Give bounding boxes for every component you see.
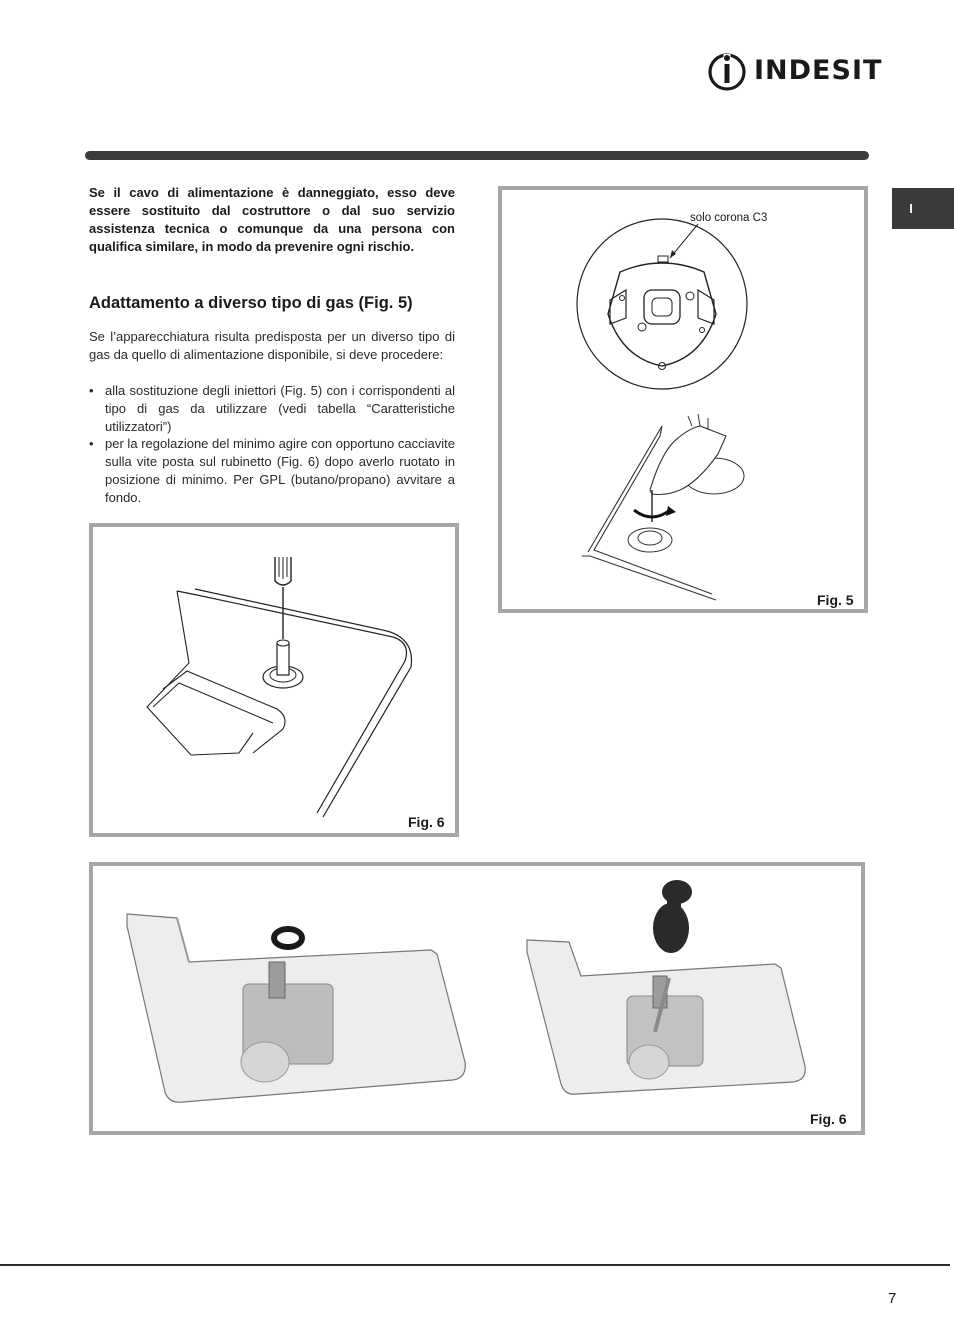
- tap-screw-illustration: [93, 527, 455, 833]
- figure-label: Fig. 5: [817, 592, 854, 608]
- tap-detail-illustration: [93, 866, 861, 1131]
- figure-label: Fig. 6: [810, 1111, 847, 1127]
- figure-label: Fig. 6: [408, 814, 445, 830]
- warning-paragraph: Se il cavo di alimentazione è danneggiato, esso deve essere sostituito dal costruttore o dal suo servizio assistenza tecnica o comunque da una persona con qualifica similare, in modo da prevenire ogni rischio.: [89, 185, 455, 254]
- brand-logo: [706, 50, 883, 94]
- figure-6-small: [89, 523, 459, 837]
- burner-illustration: [502, 190, 864, 609]
- list-item-text: per la regolazione del minimo agire con opportuno cacciavite sulla vite posta sul rubinetto (Fig. 6) dopo averlo ruotato in posizione di minimo. Per GPL (butano/propano) avvitare a fondo.: [105, 436, 455, 505]
- list-item: • per la regolazione del minimo agire con opportuno cacciavite sulla vite posta sul rubinetto (Fig. 6) dopo averlo ruotato in posizione di minimo. Per GPL (butano/propano) avvitare a fondo.: [89, 436, 455, 505]
- steps-list: [89, 382, 455, 507]
- page-number: 7: [888, 1290, 897, 1307]
- figure-callout: solo corona C3: [690, 212, 768, 224]
- list-item-text: alla sostituzione degli iniettori (Fig. 5) con i corrispondenti al tipo di gas da utilizzare (vedi tabella “Caratteristiche utilizzatori”): [105, 383, 455, 434]
- figure-6-large: [89, 862, 865, 1135]
- figure-5: [498, 186, 868, 613]
- section-heading: Adattamento a diverso tipo di gas (Fig. 5): [89, 294, 413, 312]
- language-tab: [892, 188, 954, 229]
- brand-logo-text: INDESIT: [754, 55, 883, 86]
- intro-paragraph: Se l’apparecchiatura risulta predisposta per un diverso tipo di gas da quello di alimentazione disponibile, si deve procedere:: [89, 329, 455, 362]
- brand-logo-icon: [706, 50, 754, 94]
- list-item: • alla sostituzione degli iniettori (Fig. 5) con i corrispondenti al tipo di gas da utilizzare (vedi tabella “Caratteristiche utilizzatori”): [89, 383, 455, 434]
- footer-divider: [0, 1264, 950, 1266]
- header-divider: [85, 151, 869, 160]
- language-tab-label: I: [909, 201, 913, 216]
